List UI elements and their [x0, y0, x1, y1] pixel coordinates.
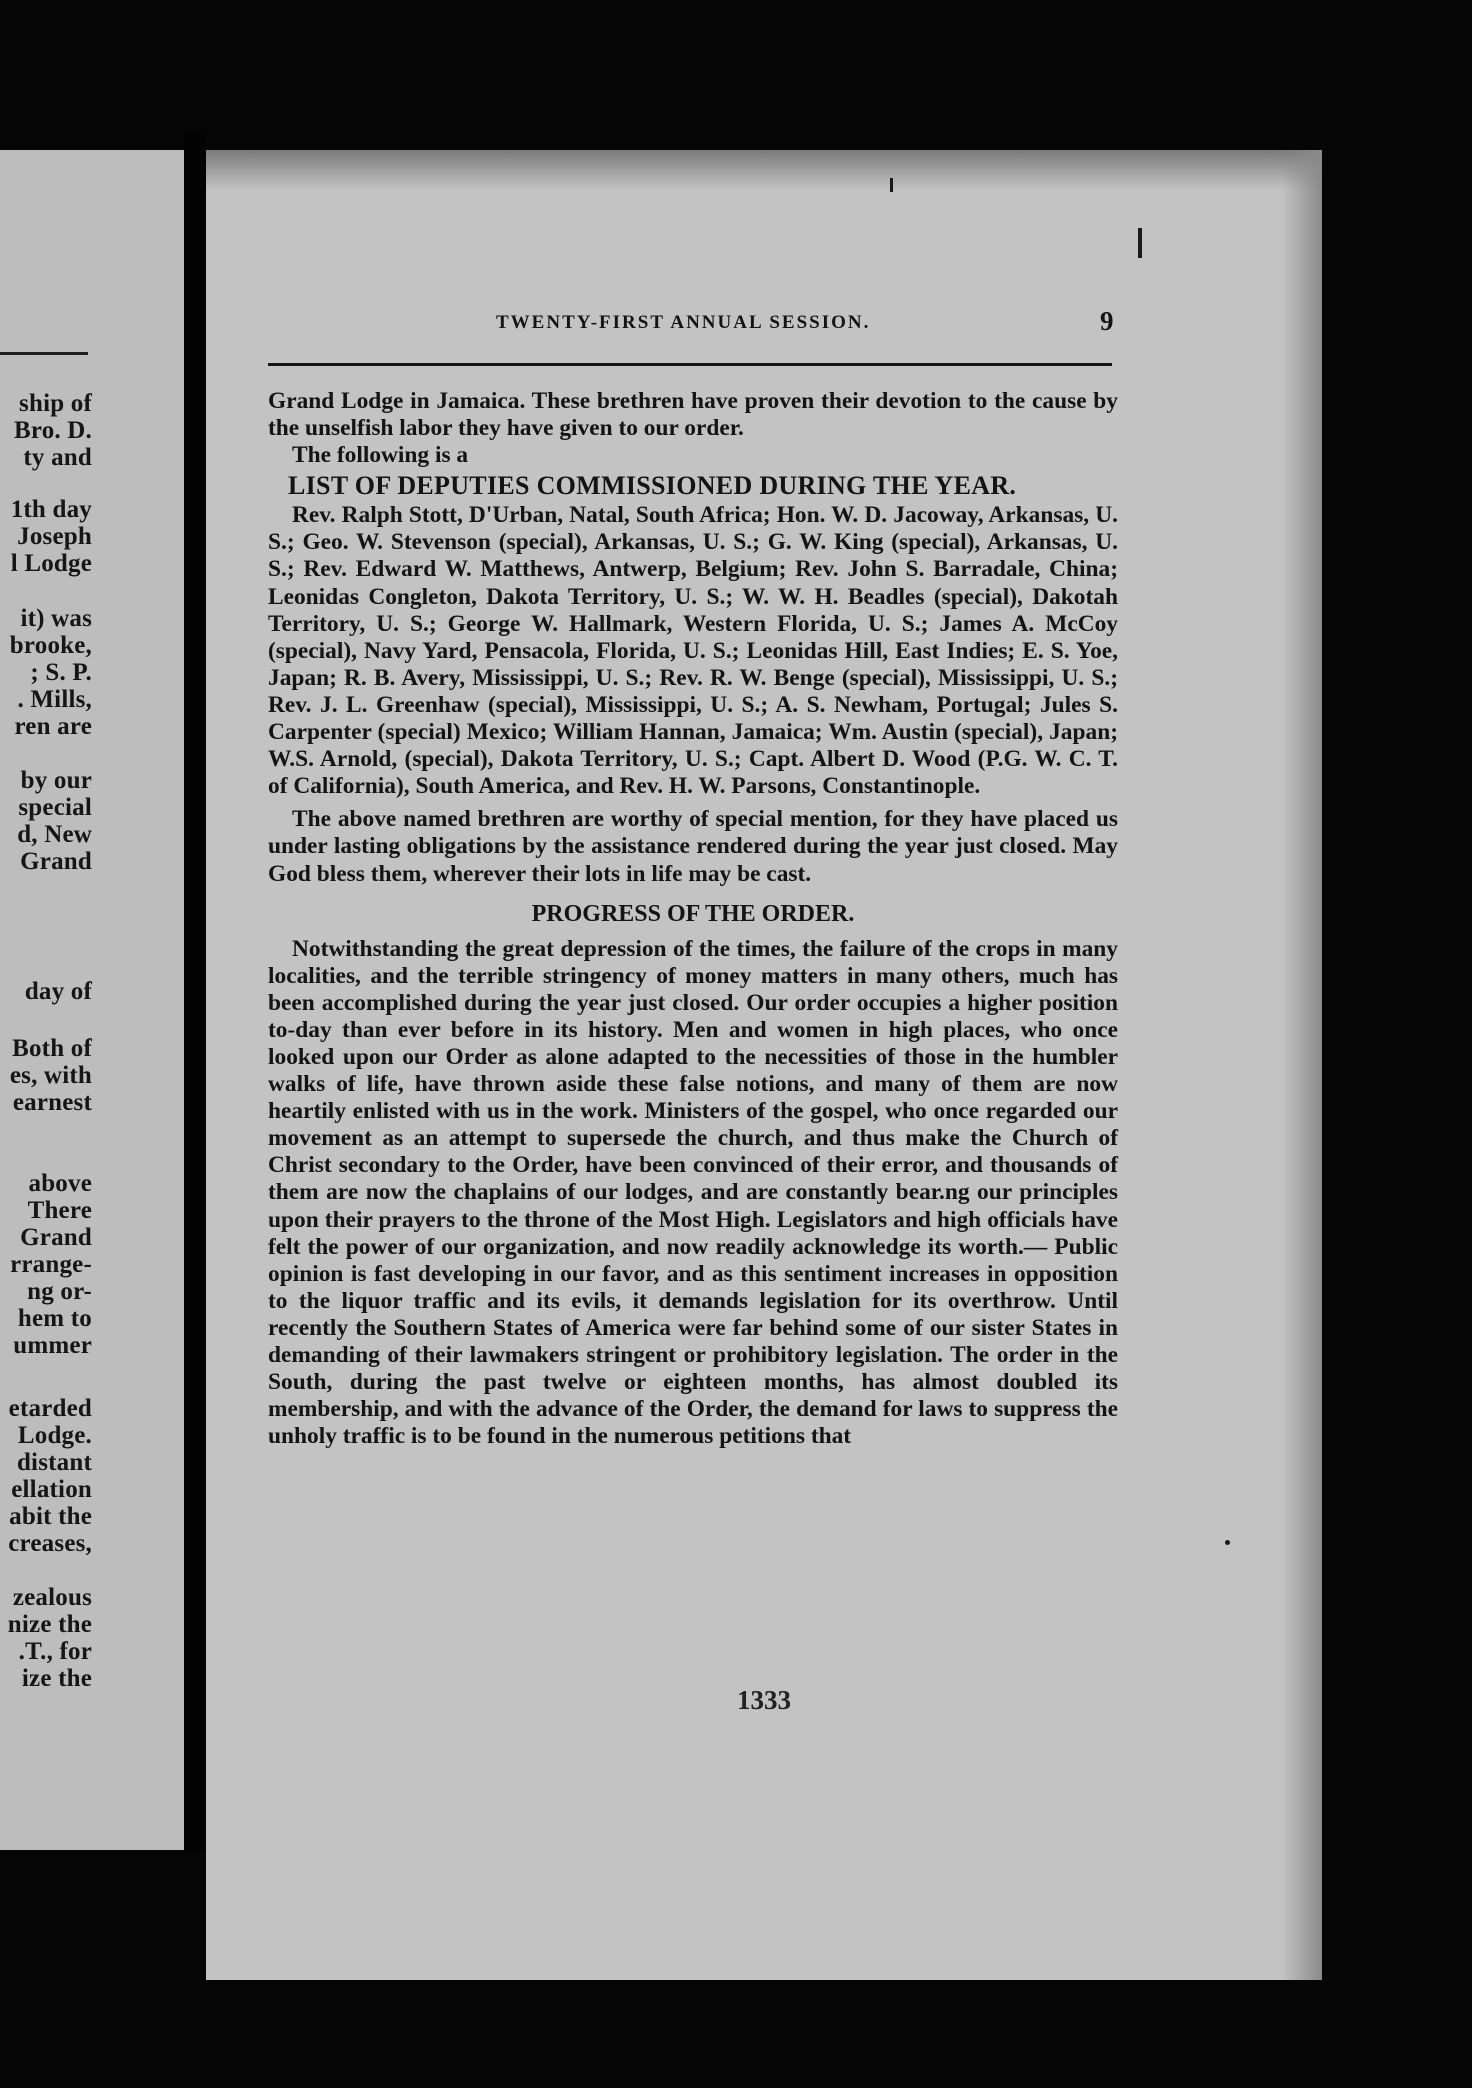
right-page: [206, 150, 1322, 1980]
left-page-line: Both of: [12, 1035, 92, 1062]
progress-heading: PROGRESS OF THE ORDER.: [531, 900, 855, 927]
progress-paragraph: Notwithstanding the great depression of the times, the failure of the crops in many localities, and the terrible stringency of money matters in many others, much has been accomplished during the year just closed. Our order occupies a higher position to-day than ever before in its history. Men and women in high places, who once looked upon our Order as alone adapted to the necessities of those in the humbler walks of life, have thrown aside these false notions, and many of them are now heartily enlisted with us in the work. Ministers of the gospel, who once regarded our movement as an attempt to supersede the church, and thus make the Church of Christ secondary to the Order, have been convinced of their error, and thousands of them are now the chaplains of our lodges, and are constantly bear.ng our principles upon their prayers to the throne of the Most High. Legislators and high officials have felt the power of our organization, and now readily acknowledge its worth.— Public opinion is fast developing in our favor, and as this sentiment increases in opposition to the liquor traffic and its evils, it demands legislation for its overthrow. Until recently the Southern States of America were far behind some of our sister States in demanding of their lawmakers stringent or prohibitory legislation. The order in the South, during the past twelve or eighteen months, has almost doubled its membership, and with the advance of the Order, the demand for laws to suppress the unholy traffic is to be found in the numerous petitions that: [268, 935, 1118, 1450]
left-page-line: nize the: [7, 1611, 92, 1638]
left-page-line: zealous: [12, 1584, 92, 1611]
left-page-line: ize the: [21, 1665, 92, 1692]
left-page-line: ship of: [19, 390, 92, 417]
left-page-line: Bro. D.: [13, 417, 92, 444]
left-page-line: by our: [20, 767, 92, 794]
list-heading: LIST OF DEPUTIES COMMISSIONED DURING THE YEAR.: [288, 471, 1017, 501]
page-number: 1333: [737, 1685, 791, 1715]
left-page-line: . Mills,: [17, 686, 92, 713]
page-shadow-top: [206, 150, 1322, 190]
left-page-fragment: [0, 150, 184, 1850]
left-page-line: hem to: [17, 1305, 92, 1332]
left-page-line: earnest: [12, 1089, 92, 1116]
left-page-line: es, with: [9, 1062, 92, 1089]
left-page-line: ty and: [23, 444, 92, 471]
left-page-line: Lodge.: [17, 1422, 92, 1449]
left-page-line: special: [18, 794, 92, 821]
left-page-line: day of: [24, 978, 92, 1005]
ink-speck: [1225, 1540, 1230, 1545]
left-page-line: abit the: [9, 1503, 92, 1530]
header-rule: [268, 363, 1112, 366]
deputies-paragraph: Rev. Ralph Stott, D'Urban, Natal, South Africa; Hon. W. D. Jacoway, Arkansas, U. S.; Geo. W. Stevenson (special), Arkansas, U. S.; G. W. King (special), Arkansas, U. S.; Rev. Edward W. Matthews, Antwerp, Belgium; Rev. John S. Barradale, China; Leonidas Congleton, Dakota Territory, U. S.; W. W. H. Beadles (special), Dakotah Territory, U. S.; George W. Hallmark, Western Florida, U. S.; James A. McCoy (special), Navy Yard, Pensacola, Florida, U. S.; Leonidas Hill, East Indies; E. S. Yoe, Japan; R. B. Avery, Mississippi, U. S.; Rev. R. W. Benge (special), Mississippi, U. S.; Rev. J. L. Greenhaw (special), Mississippi, U. S.; A. S. Newham, Portugal; Jules S. Carpenter (special) Mexico; William Hannan, Jamaica; Wm. Austin (special), Japan; W.S. Arnold, (special), Dakota Territory, U. S.; Capt. Albert D. Wood (P.G. W. C. T. of California), South America, and Rev. H. W. Parsons, Constantinople.: [268, 502, 1118, 800]
left-page-line: above: [28, 1170, 92, 1197]
ink-speck: [890, 178, 893, 192]
left-page-line: ren are: [14, 713, 92, 740]
left-page-line: There: [27, 1197, 92, 1224]
left-page-line: Grand: [20, 1224, 92, 1251]
left-page-rule: [0, 352, 88, 355]
left-page-line: d, New: [17, 821, 92, 848]
mention-paragraph: The above named brethren are worthy of special mention, for they have placed us under lasting obligations by the assistance rendered during the year just closed. May God bless them, wherever their lots in life may be cast.: [268, 806, 1118, 887]
ink-speck: [1138, 228, 1142, 258]
left-page-line: distant: [16, 1449, 92, 1476]
left-page-line: l Lodge: [10, 550, 92, 577]
left-page-line: .T., for: [18, 1638, 92, 1665]
left-page-line: creases,: [8, 1530, 92, 1557]
left-page-line: Joseph: [17, 523, 92, 550]
left-page-line: 1th day: [10, 496, 92, 523]
left-page-line: etarded: [8, 1395, 92, 1422]
body-text: [268, 388, 1118, 1450]
opening-paragraph: Grand Lodge in Jamaica. These brethren have proven their devotion to the cause by the unselfish labor they have given to our order.: [268, 388, 1118, 442]
left-page-line: brooke,: [9, 632, 92, 659]
left-page-line: ; S. P.: [30, 659, 92, 686]
left-page-line: it) was: [20, 605, 92, 632]
running-head-title: TWENTY-FIRST ANNUAL SESSION.: [496, 312, 871, 333]
left-page-line: rrange-: [10, 1251, 92, 1278]
left-page-line: Grand: [20, 848, 92, 875]
running-head: [206, 308, 1322, 344]
left-page-line: ellation: [11, 1476, 92, 1503]
left-page-line: ng or-: [27, 1278, 92, 1305]
book-gutter: [184, 130, 206, 1850]
left-page-line: ummer: [13, 1332, 92, 1359]
folio-number: 9: [1100, 306, 1114, 336]
intro-line: The following is a: [292, 442, 469, 469]
